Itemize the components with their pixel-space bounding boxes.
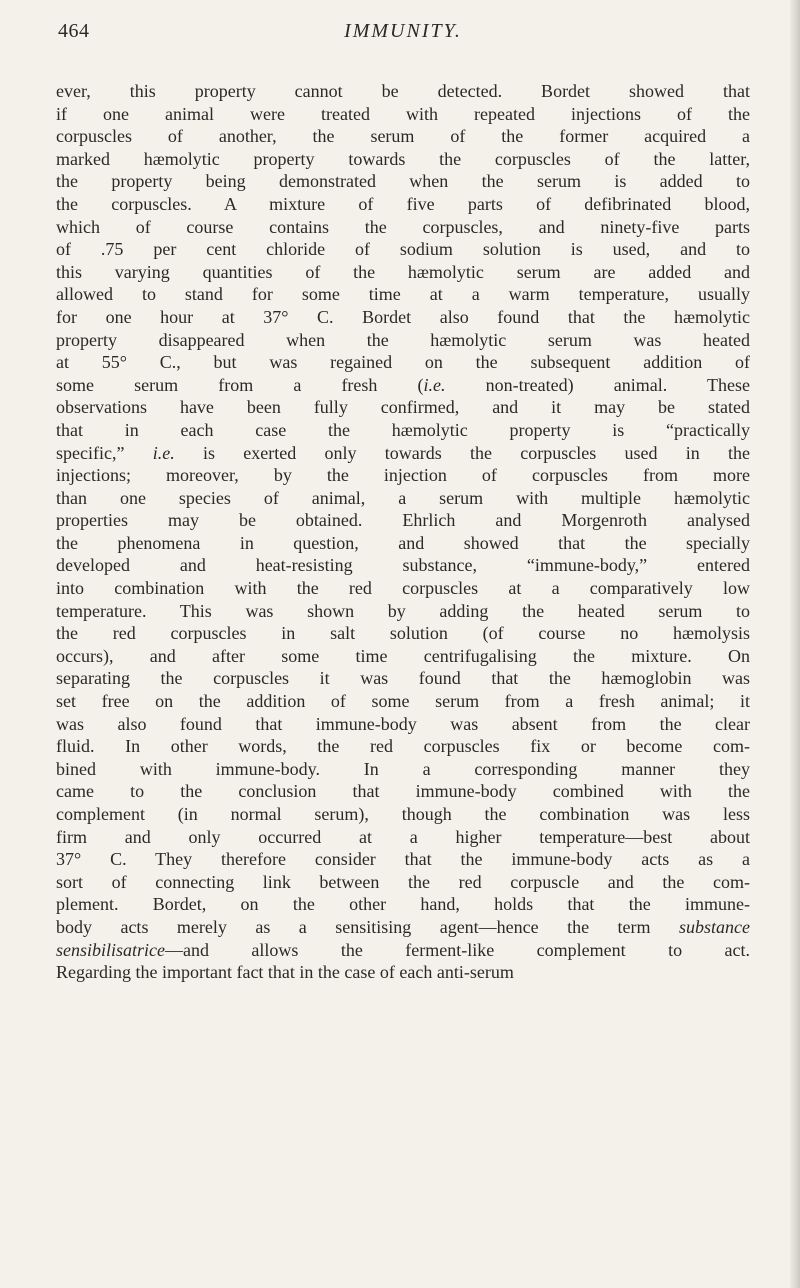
body-paragraph bbox=[56, 80, 750, 984]
text-line-1: ever, this property cannot be detected. Bordet showed that bbox=[56, 81, 750, 101]
text-line-20: properties may be obtained. Ehrlich and Morgenroth analysed bbox=[56, 510, 750, 531]
running-head: IMMUNITY. bbox=[344, 20, 462, 42]
text-line-34: firm and only occurred at a higher temperature—best about bbox=[56, 826, 750, 847]
text-line-37: plement. Bordet, on the other hand, holds that the immune- bbox=[56, 894, 750, 915]
text-line-23: into combination with the red corpuscles at a comparatively low bbox=[56, 578, 750, 599]
italic-ie: i.e. bbox=[152, 442, 175, 463]
text-line-4: marked hæmolytic property towards the corpuscles of the latter, bbox=[56, 148, 750, 169]
text-line-12: property disappeared when the hæmolytic serum was heated bbox=[56, 329, 750, 350]
text-line-19: than one species of animal, a serum with multiple hæmolytic bbox=[56, 487, 750, 508]
text-line-8: of .75 per cent chloride of sodium solution is used, and to bbox=[56, 239, 750, 260]
text-line-30: fluid. In other words, the red corpuscles fix or become com- bbox=[56, 736, 750, 757]
text-line-5: the property being demonstrated when the serum is added to bbox=[56, 171, 750, 192]
text-line-38: body acts merely as a sensitising agent—hence the term substance bbox=[56, 916, 750, 937]
text-line-13: at 55° C., but was regained on the subsequent addition of bbox=[56, 352, 750, 373]
text-line-17: specific,” i.e. is exerted only towards the corpuscles used in the bbox=[56, 442, 750, 463]
text-line-16: that in each case the hæmolytic property is “practically bbox=[56, 419, 750, 440]
text-line-27: separating the corpuscles it was found that the hæmoglobin was bbox=[56, 668, 750, 689]
text-line-3: corpuscles of another, the serum of the former acquired a bbox=[56, 126, 750, 147]
page-number: 464 bbox=[58, 20, 90, 42]
italic-term-sensibilisatrice: sensibilisatrice bbox=[56, 939, 165, 960]
text-line-11: for one hour at 37° C. Bordet also found that the hæmolytic bbox=[56, 306, 750, 327]
text-line-14: some serum from a fresh (i.e. non-treated) animal. These bbox=[56, 374, 750, 395]
text-line-24: temperature. This was shown by adding the heated serum to bbox=[56, 600, 750, 621]
text-line-22: developed and heat-resisting substance, “immune-body,” entered bbox=[56, 555, 750, 576]
text-line-25: the red corpuscles in salt solution (of course no hæmolysis bbox=[56, 623, 750, 644]
italic-term-substance: substance bbox=[679, 916, 750, 937]
page-edge-shadow bbox=[790, 0, 800, 1288]
text-line-15: observations have been fully confirmed, and it may be stated bbox=[56, 397, 750, 418]
text-line-18: injections; moreover, by the injection of corpuscles from more bbox=[56, 465, 750, 486]
text-line-33: complement (in normal serum), though the combination was less bbox=[56, 804, 750, 824]
text-line-35: 37° C. They therefore consider that the immune-body acts as a bbox=[56, 849, 750, 870]
text-line-31: bined with immune-body. In a corresponding manner they bbox=[56, 758, 750, 779]
text-line-36: sort of connecting link between the red corpuscle and the com- bbox=[56, 871, 750, 892]
text-line-10: allowed to stand for some time at a warm temperature, usually bbox=[56, 284, 750, 305]
text-line-39: sensibilisatrice—and allows the ferment-like complement to act. bbox=[56, 939, 750, 960]
text-line-7: which of course contains the corpuscles, and ninety-five parts bbox=[56, 216, 750, 237]
page-header bbox=[58, 18, 748, 48]
text-line-29: was also found that immune-body was absent from the clear bbox=[56, 713, 750, 734]
text-line-9: this varying quantities of the hæmolytic serum are added and bbox=[56, 261, 750, 282]
text-line-28: set free on the addition of some serum from a fresh animal; it bbox=[56, 691, 750, 712]
text-line-26: occurs), and after some time centrifugalising the mixture. On bbox=[56, 645, 750, 666]
text-line-32: came to the conclusion that immune-body combined with the bbox=[56, 781, 750, 802]
text-line-6: the corpuscles. A mixture of five parts of defibrinated blood, bbox=[56, 193, 750, 214]
italic-ie: i.e. bbox=[423, 374, 446, 395]
text-line-2: if one animal were treated with repeated injections of the bbox=[56, 103, 750, 124]
text-line-21: the phenomena in question, and showed that the specially bbox=[56, 532, 750, 553]
text-line-40: Regarding the important fact that in the case of each anti-serum bbox=[56, 962, 514, 983]
